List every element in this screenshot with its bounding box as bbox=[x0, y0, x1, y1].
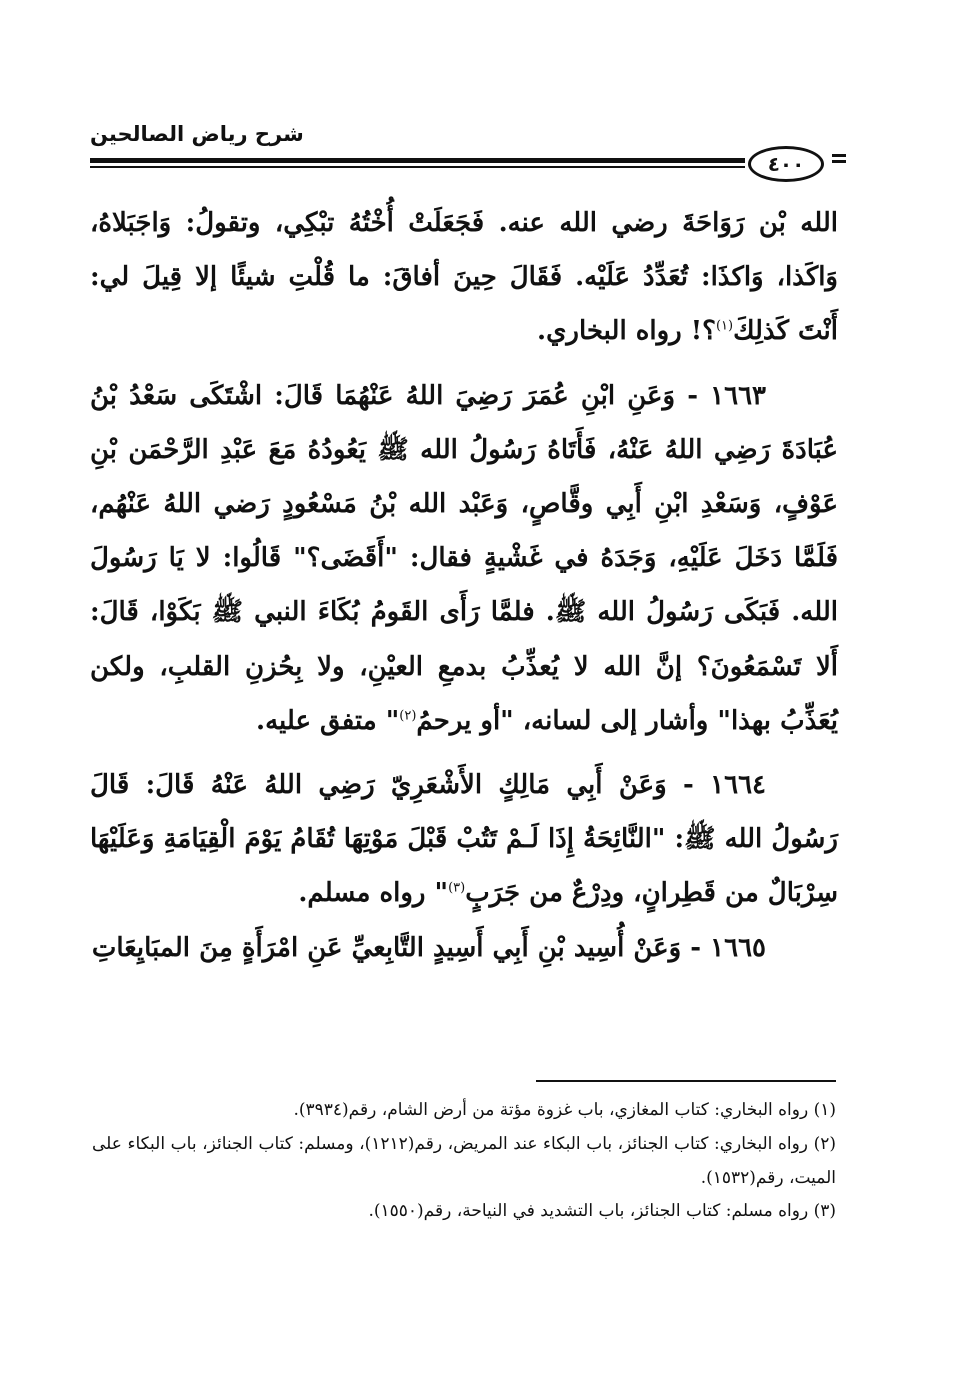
hadith-1663: ١٦٦٣ - وَعَنِ ابْنِ عُمَرَ رَضِيَ اللهُ عَنْهُمَا قَالَ: اشْتَكَى سَعْدُ بْنُ عُبَادَةَ رَضِي اللهُ عَنْهُ، فَأَتَاهُ رَسُولُ الله ﷺ يَعُودُهُ مَعَ عَبْدِ الرَّحْمَن بْنِ عَوْفٍ، وَسَعْدِ ابْنِ أَبِي وقَّاصٍ، وَعَبْد الله بْنُ مَسْعُودٍ رَضي اللهُ عَنْهُم، فَلَمَّا دَخَلَ عَلَيْهِ، وَجَدَهُ في غَشْيةٍ فقال: "أَقَضَى؟" قَالُوا: لا يَا رَسُولَ الله. فَبَكَى رَسُولُ الله ﷺ. فلمَّا رَأَى القَومُ بُكَاءَ النبي ﷺ بَكَوْا، قَالَ: أَلا تَسْمَعُونَ؟ إنَّ الله لا يُعذِّبُ بدمعِ العيْنِ، ولا بِحُزنِ القلبِ، ولكن يُعَذِّبُ بهذا" وأشار إلى لسانه، "أو يرحمُ$^{(٢)}$" متفق عليه. bbox=[90, 380, 838, 736]
header-rule-thin bbox=[90, 166, 745, 168]
hadith-1664: ١٦٦٤ - وَعَنْ أَبِي مَالِكٍ الأَشْعَرِيّ رَضِي اللهُ عَنْهُ قَالَ: قَالَ رَسُولُ الله ﷺ: "النَّائِحَةُ إِذَا لَـمْ تَتُبْ قَبْلَ مَوْتِهَا تُقَامُ يَوْمَ الْقِيَامَةِ وَعَلَيْهَا سِرْبَالٌ من قَطِرانٍ، ودِرْعٌ من جَرَبٍ$^{(٣)}$" رواه مسلم. bbox=[90, 770, 838, 909]
footnotes bbox=[92, 1094, 836, 1229]
paragraph-continuation: الله بْن رَوَاحَةَ رضي الله عنه. فَجَعَلَتْ أُخْتُهُ تبْكِي، وتقولُ: وَاجَبَلاهُ، وَاكَذا، وَاكذَا: تُعَدِّدُ عَلَيْه. فَقَالَ حِينَ أفاقَ: ما قُلْتِ شيئًا إلا قِيلَ لي: أَنْتَ كَذلِكَ$^{(١)}$؟! رواه البخاري. bbox=[90, 208, 838, 347]
footnote-3: (٣) رواه مسلم: كتاب الجنائز، باب التشديد في النياحة، رقم(١٥٥٠). bbox=[368, 1201, 836, 1222]
footnote-ref-1: (١) bbox=[715, 318, 734, 334]
footnote-1: (١) رواه البخاري: كتاب المغازي، باب غزوة مؤتة من أرض الشام، رقم(٣٩٣٤). bbox=[293, 1100, 836, 1120]
page-header bbox=[80, 118, 880, 188]
footnote-separator bbox=[536, 1080, 836, 1082]
footnote-ref-2: (٢) bbox=[399, 708, 417, 724]
main-text bbox=[90, 196, 838, 975]
hadith-1665: ١٦٦٥ - وَعَنْ أُسِيد بْنِ أَبِي أَسِيدٍ التَّابِعيِّ عَنِ امْرَأَةٍ مِنَ المبَايِعَاتِ bbox=[91, 932, 766, 963]
header-ornament bbox=[832, 154, 846, 168]
footnote-ref-3: (٣) bbox=[448, 880, 466, 896]
page-number: ٤٠٠ bbox=[748, 146, 824, 182]
header-rule bbox=[90, 158, 745, 163]
footnote-2: (٢) رواه البخاري: كتاب الجنائز، باب البكاء عند المريض، رقم(١٢١٢)، ومسلم: كتاب الجنائز، باب البكاء على الميت، رقم(١٥٣٢). bbox=[92, 1133, 836, 1188]
book-title: شرح رياض الصالحين bbox=[90, 122, 304, 146]
